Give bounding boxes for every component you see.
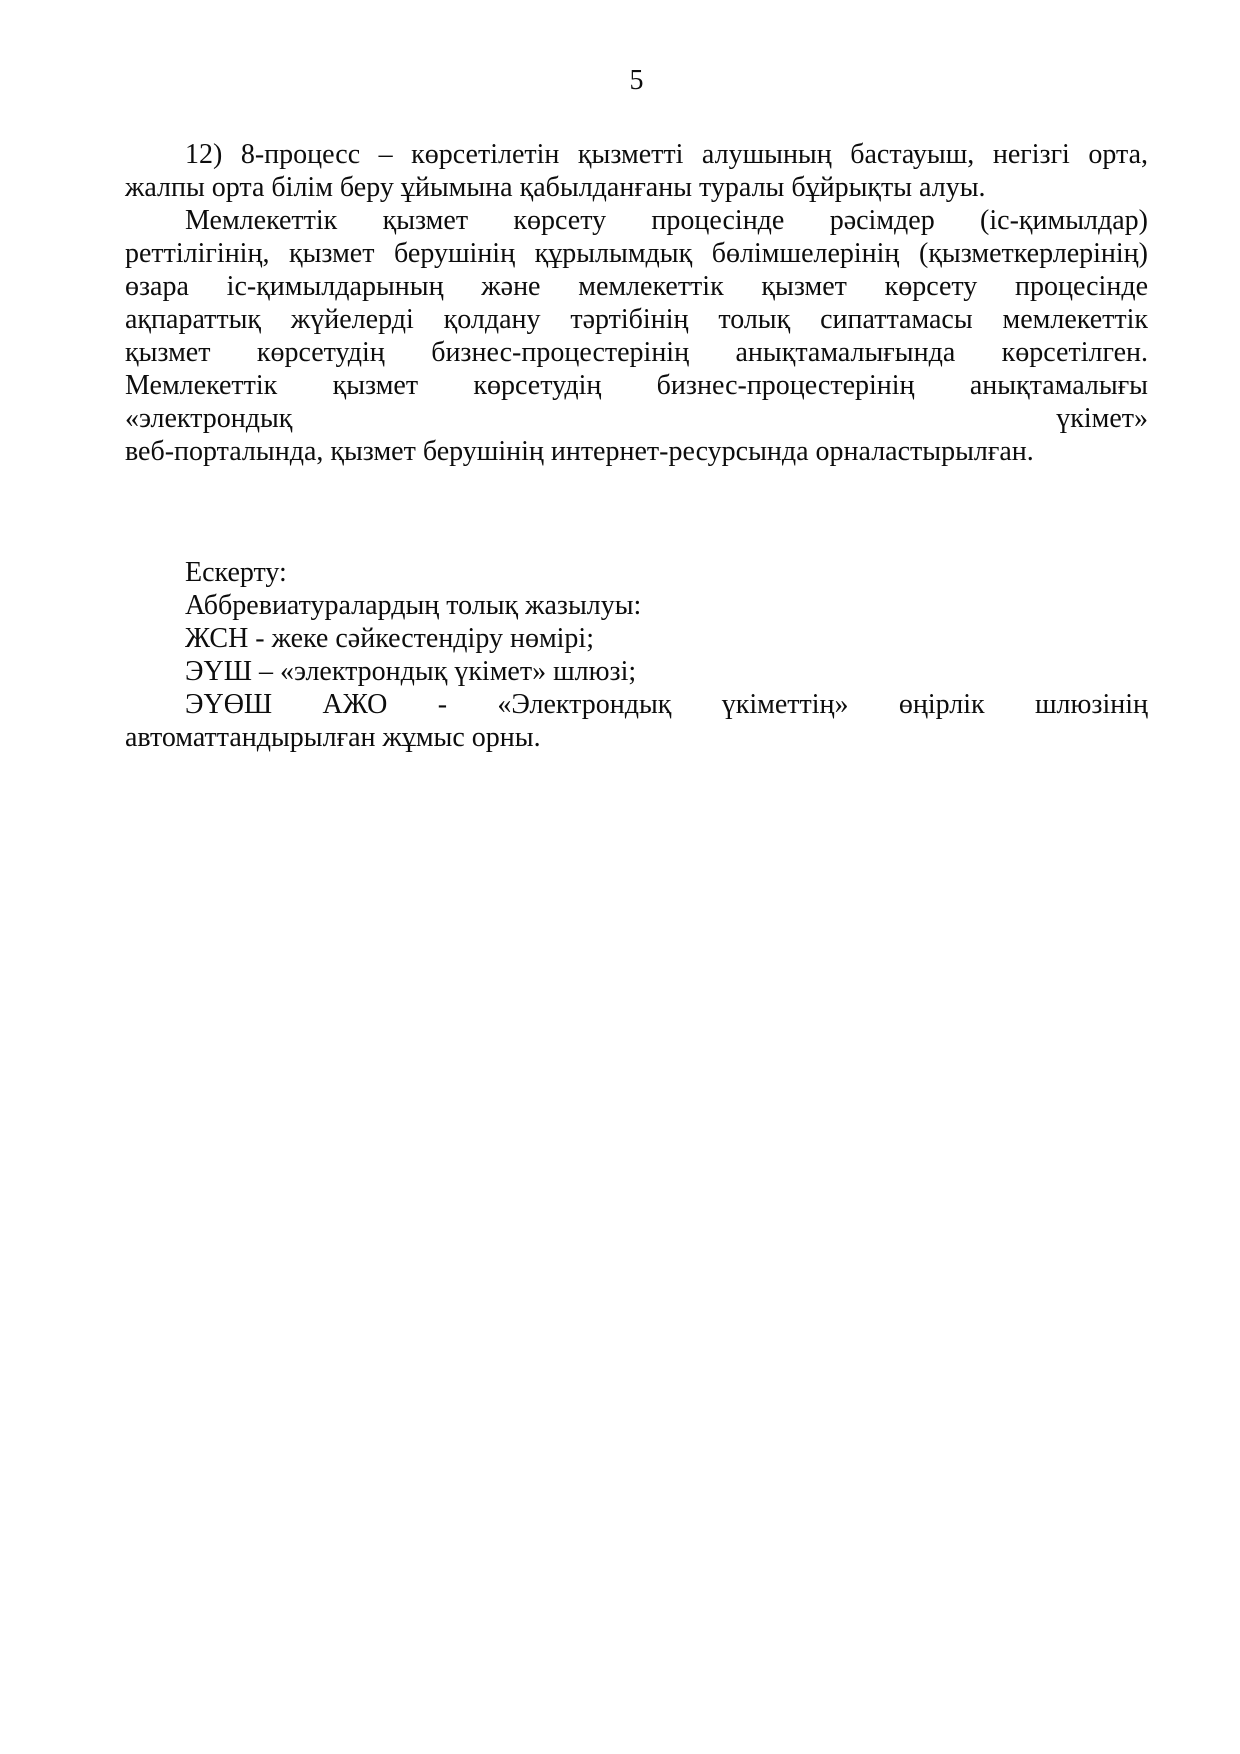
text-line: өзара іс-қимылдарының және мемлекеттік қызмет көрсету процесінде — [125, 271, 1148, 302]
text-line: Мемлекеттік қызмет көрсетудің бизнес-процестерінің анықтамалығы — [125, 370, 1148, 401]
note-abbreviations-block — [125, 556, 1148, 754]
text-line: ЖСН - жеке сәйкестендіру нөмірі; — [185, 623, 594, 654]
paragraph-process-12 — [125, 138, 1148, 204]
text-line: реттілігінің, қызмет берушінің құрылымдық бөлімшелерінің (қызметкерлерінің) — [125, 238, 1148, 269]
page-number: 5 — [629, 65, 644, 96]
text-line: қызмет көрсетудің бизнес-процестерінің анықтамалығында көрсетілген. — [125, 337, 1148, 368]
text-line: 12) 8-процесс – көрсетілетін қызметті алушының бастауыш, негізгі орта, — [185, 139, 1148, 170]
text-line: жалпы орта білім беру ұйымына қабылданғаны туралы бұйрықты алуы. — [125, 172, 986, 203]
text-line: автоматтандырылған жұмыс орны. — [125, 722, 541, 753]
text-line: веб-порталында, қызмет берушінің интернет-ресурсында орналастырылған. — [125, 436, 1034, 467]
text-line: ақпараттық жүйелерді қолдану тәртібінің толық сипаттамасы мемлекеттік — [125, 304, 1148, 335]
text-line: Мемлекеттік қызмет көрсету процесінде рәсімдер (іс-қимылдар) — [185, 205, 1148, 236]
text-line: «электрондық үкімет» — [125, 403, 1148, 434]
paragraph-business-process — [125, 204, 1148, 468]
text-line: ЭҮШ – «электрондық үкімет» шлюзі; — [185, 656, 637, 687]
text-line: Аббревиатуралардың толық жазылуы: — [185, 590, 642, 621]
text-line: Ескерту: — [185, 557, 287, 588]
text-line: ЭҮӨШ АЖО - «Электрондық үкіметтің» өңірлік шлюзінің — [185, 689, 1148, 720]
blank-gap — [125, 468, 1148, 556]
